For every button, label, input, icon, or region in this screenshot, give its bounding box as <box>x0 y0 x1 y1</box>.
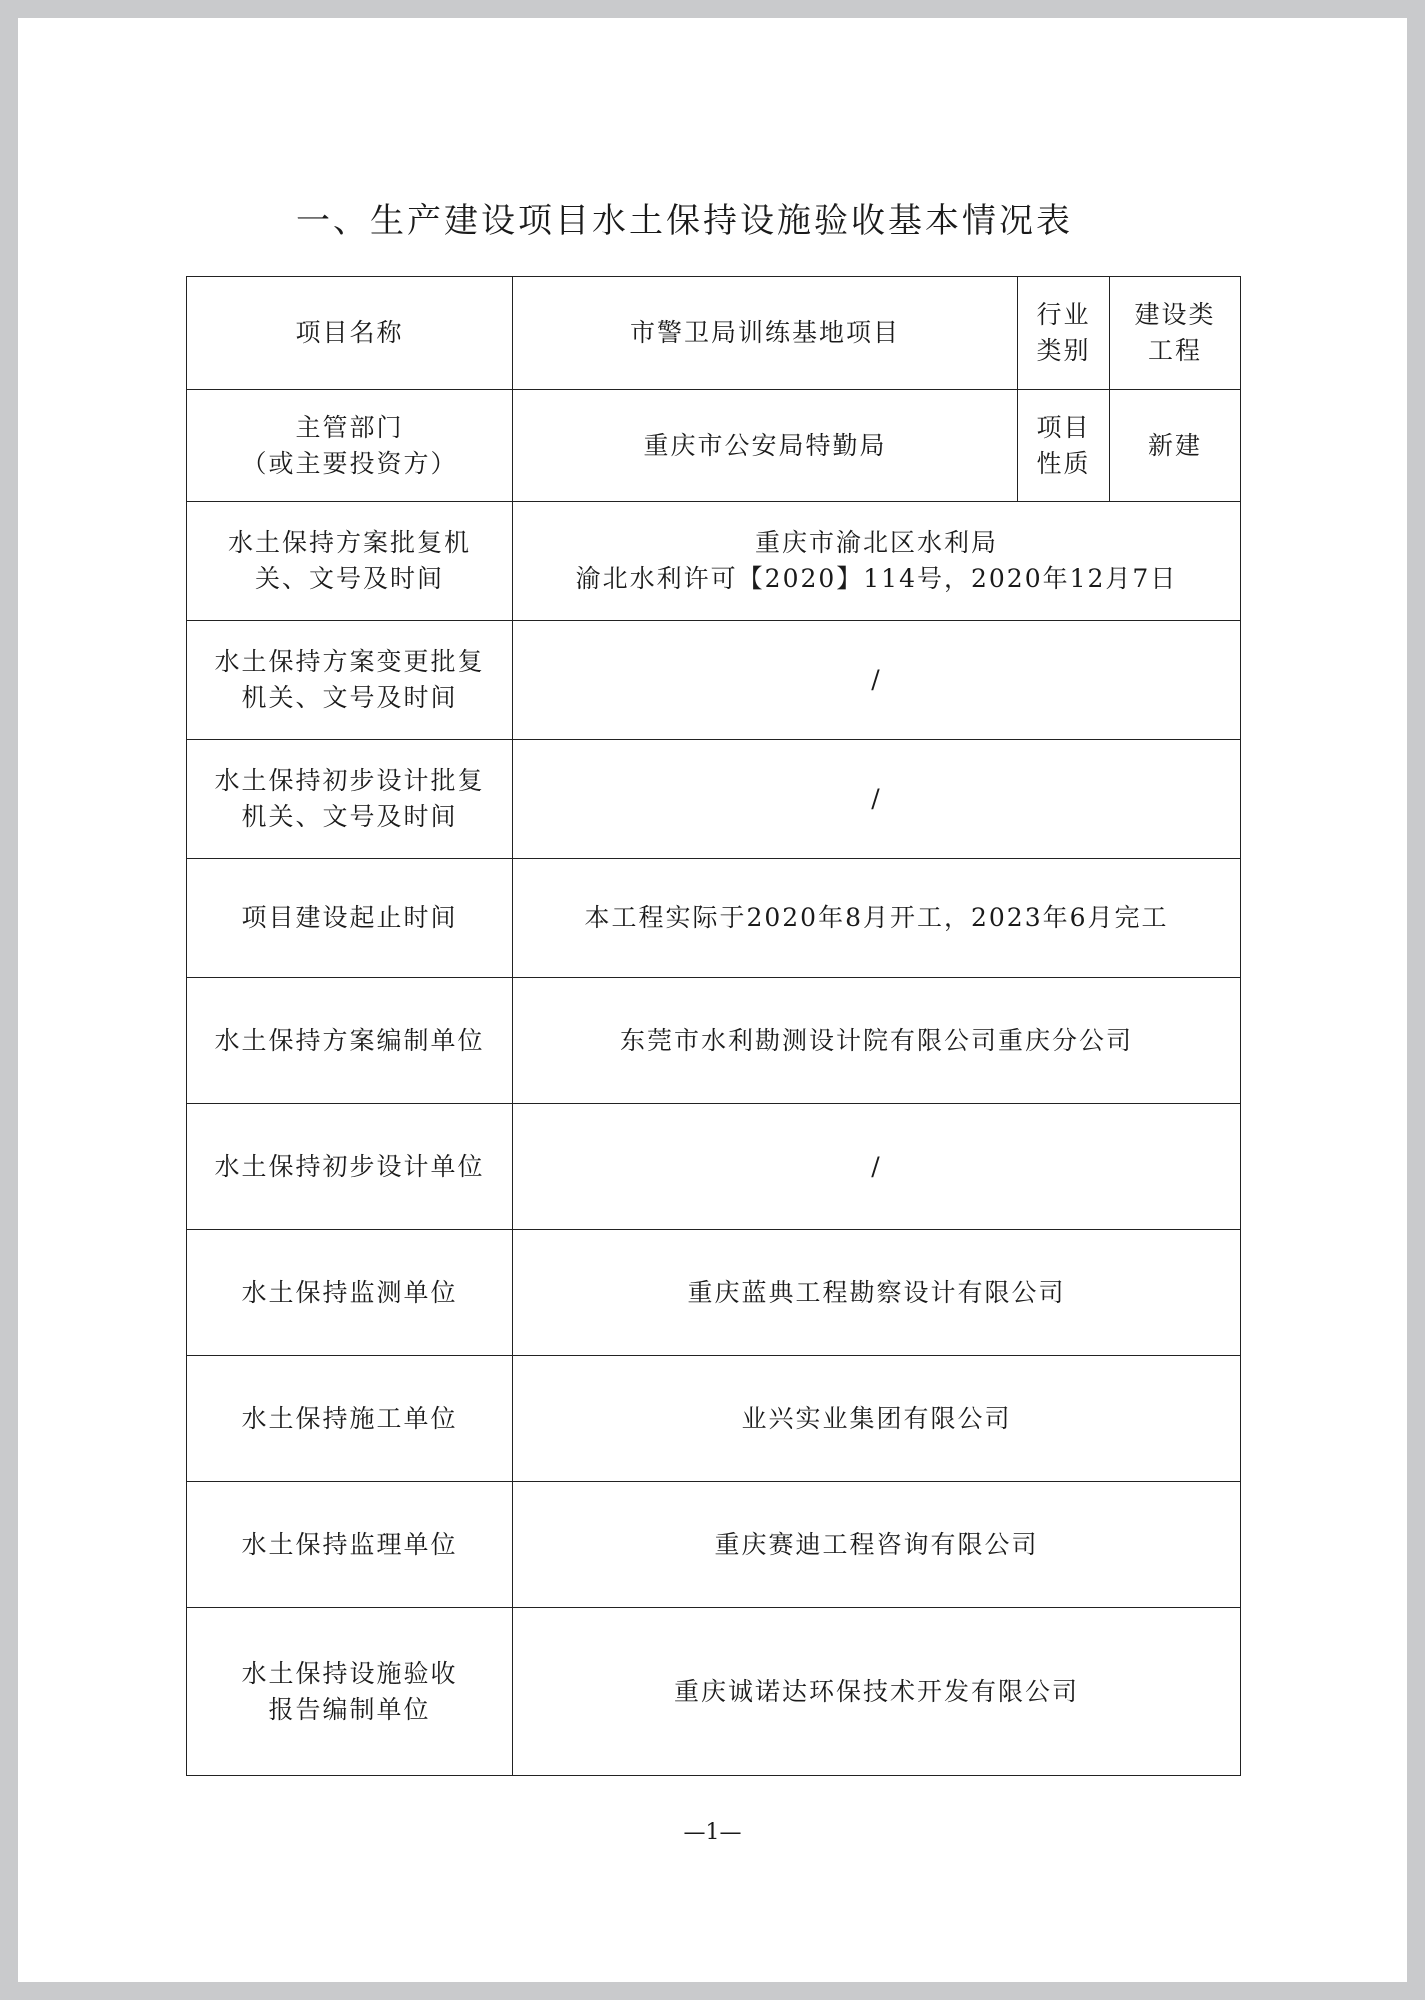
page-number: —1— <box>683 1820 742 1845</box>
plan-approval-label: 水土保持方案批复机 关、文号及时间 <box>187 502 513 621</box>
table-row <box>187 277 1241 390</box>
construction-unit-label: 水土保持施工单位 <box>187 1356 513 1482</box>
plan-change-label: 水土保持方案变更批复 机关、文号及时间 <box>187 621 513 740</box>
table-row <box>187 390 1241 502</box>
table-row <box>187 1104 1241 1230</box>
plan-change-value: / <box>513 621 1241 740</box>
project-info-table <box>186 276 1241 1776</box>
design-unit-value: / <box>513 1104 1241 1230</box>
project-name-label: 项目名称 <box>187 277 513 390</box>
design-unit-label: 水土保持初步设计单位 <box>187 1104 513 1230</box>
prelim-design-approval-value: / <box>513 740 1241 859</box>
authority-value: 重庆市公安局特勤局 <box>513 390 1018 502</box>
plan-compiler-value: 东莞市水利勘测设计院有限公司重庆分公司 <box>513 978 1241 1104</box>
plan-approval-value: 重庆市渝北区水利局 渝北水利许可【2020】114号，2020年12月7日 <box>513 502 1241 621</box>
plan-compiler-label: 水土保持方案编制单位 <box>187 978 513 1104</box>
monitoring-unit-value: 重庆蓝典工程勘察设计有限公司 <box>513 1230 1241 1356</box>
table-row <box>187 740 1241 859</box>
prelim-design-approval-label: 水土保持初步设计批复 机关、文号及时间 <box>187 740 513 859</box>
authority-label: 主管部门 （或主要投资方） <box>187 390 513 502</box>
table-row <box>187 621 1241 740</box>
industry-category-label: 行业 类别 <box>1018 277 1110 390</box>
table-row <box>187 1482 1241 1608</box>
table-row <box>187 978 1241 1104</box>
table-row <box>187 1608 1241 1776</box>
document-page <box>18 18 1407 1982</box>
construction-unit-value: 业兴实业集团有限公司 <box>513 1356 1241 1482</box>
table-row <box>187 1356 1241 1482</box>
page-title: 一、生产建设项目水土保持设施验收基本情况表 <box>296 201 1073 241</box>
project-name-value: 市警卫局训练基地项目 <box>513 277 1018 390</box>
schedule-label: 项目建设起止时间 <box>187 859 513 978</box>
table-row <box>187 1230 1241 1356</box>
table-row <box>187 859 1241 978</box>
project-nature-label: 项目 性质 <box>1018 390 1110 502</box>
supervision-unit-value: 重庆赛迪工程咨询有限公司 <box>513 1482 1241 1608</box>
supervision-unit-label: 水土保持监理单位 <box>187 1482 513 1608</box>
report-unit-label: 水土保持设施验收 报告编制单位 <box>187 1608 513 1776</box>
table-row <box>187 502 1241 621</box>
project-nature-value: 新建 <box>1110 390 1241 502</box>
report-unit-value: 重庆诚诺达环保技术开发有限公司 <box>513 1608 1241 1776</box>
monitoring-unit-label: 水土保持监测单位 <box>187 1230 513 1356</box>
industry-category-value: 建设类 工程 <box>1110 277 1241 390</box>
schedule-value: 本工程实际于2020年8月开工，2023年6月完工 <box>513 859 1241 978</box>
